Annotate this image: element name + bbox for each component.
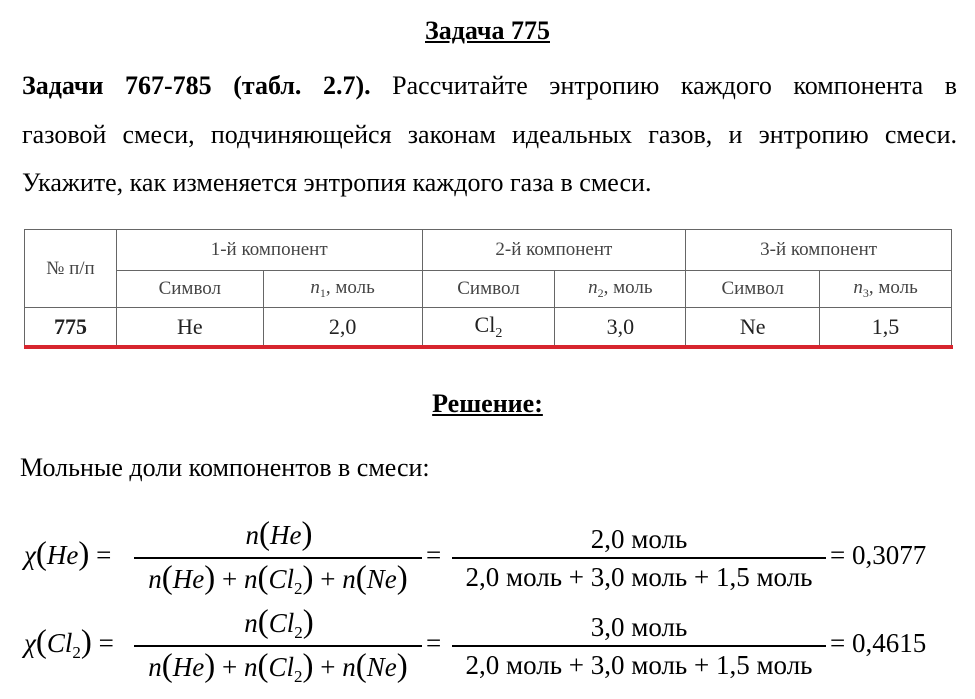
symbol-he: He: [116, 308, 263, 346]
formula-he-result: = 0,3077: [830, 540, 927, 570]
formula-he-bar: [134, 557, 422, 559]
header-component-2: 2-й компонент: [422, 230, 686, 271]
solution-title: Решение:: [432, 389, 543, 418]
formula-he-num2: 2,0 моль: [590, 524, 688, 554]
header-symbol-2: Символ: [422, 271, 555, 308]
data-table: [24, 229, 953, 347]
formula-he-num: n(He): [245, 516, 313, 552]
header-symbol-1: Символ: [116, 271, 263, 308]
symbol-ne: Ne: [686, 308, 820, 346]
formula-cl2-den: $n(He) + n(Cl_2) + n(Ne)$: [148, 648, 408, 686]
intro-text: Мольные доли компонентов в смеси:: [20, 453, 430, 482]
header-symbol-3: Символ: [686, 271, 820, 308]
header-component-3: 3-й компонент: [686, 230, 952, 271]
formula-he-den: $n(He) + n(Cl_2) + n(Ne)$: [148, 560, 408, 598]
row-number: 775: [25, 308, 117, 346]
formula-cl2-den2: 2,0 моль + 3,0 моль + 1,5 моль: [465, 650, 813, 680]
formula-he: χ(He) = n(He) $n(He) + n(Cl_2) + n(Ne)$ = 2,0 моль 2,0 моль + 3,0 моль + 1,5 моль = 0,3077: [24, 516, 927, 598]
problem-text-line3: Укажите, как изменяется энтропия каждого газа в смеси.: [22, 168, 652, 197]
table-bottom-rule: [24, 345, 953, 349]
problem-text-line1: Рассчитайте энтропию каждого компонента в: [392, 71, 957, 100]
formula-cl2-result: = 0,4615: [830, 628, 927, 658]
formula-cl2-num2: 3,0 моль: [590, 612, 688, 642]
amount-cl2: 3,0: [555, 308, 686, 346]
problem-title: Задача 775: [425, 16, 550, 45]
formula-cl2-bar2: [452, 645, 826, 647]
formula-he-den2: 2,0 моль + 3,0 моль + 1,5 моль: [465, 562, 813, 592]
formula-cl2-num: $n(Cl_2)$: [244, 604, 314, 642]
amount-ne: 1,5: [820, 308, 952, 346]
amount-he: 2,0: [263, 308, 422, 346]
header-n1: $n_1$, моль: [263, 271, 422, 308]
formula-cl2: $\chi(Cl_2)$ = $n(Cl_2)$ $n(He) + n(Cl_2) + n(Ne)$ = 3,0 моль 2,0 моль + 3,0 моль + 1,5 моль = 0,4615: [24, 604, 927, 686]
formula-cl2-lhs: $\chi(Cl_2)$ =: [24, 624, 114, 662]
formula-he-bar2: [452, 557, 826, 559]
header-n3: $n_3$, моль: [820, 271, 952, 308]
problem-range-label: Задачи 767-785 (табл. 2.7).: [22, 71, 371, 100]
header-component-1: 1-й компонент: [116, 230, 422, 271]
problem-statement: [22, 62, 957, 208]
header-number: № п/п: [25, 230, 117, 308]
formula-cl2-bar: [134, 645, 422, 647]
problem-text-line2: газовой смеси, подчиняющейся законам идеальных газов, и энтропию смеси.: [22, 119, 957, 149]
formula-he-lhs: χ(He) =: [24, 536, 112, 572]
symbol-cl2: $Cl_2$: [422, 308, 555, 346]
header-n2: $n_2$, моль: [555, 271, 686, 308]
